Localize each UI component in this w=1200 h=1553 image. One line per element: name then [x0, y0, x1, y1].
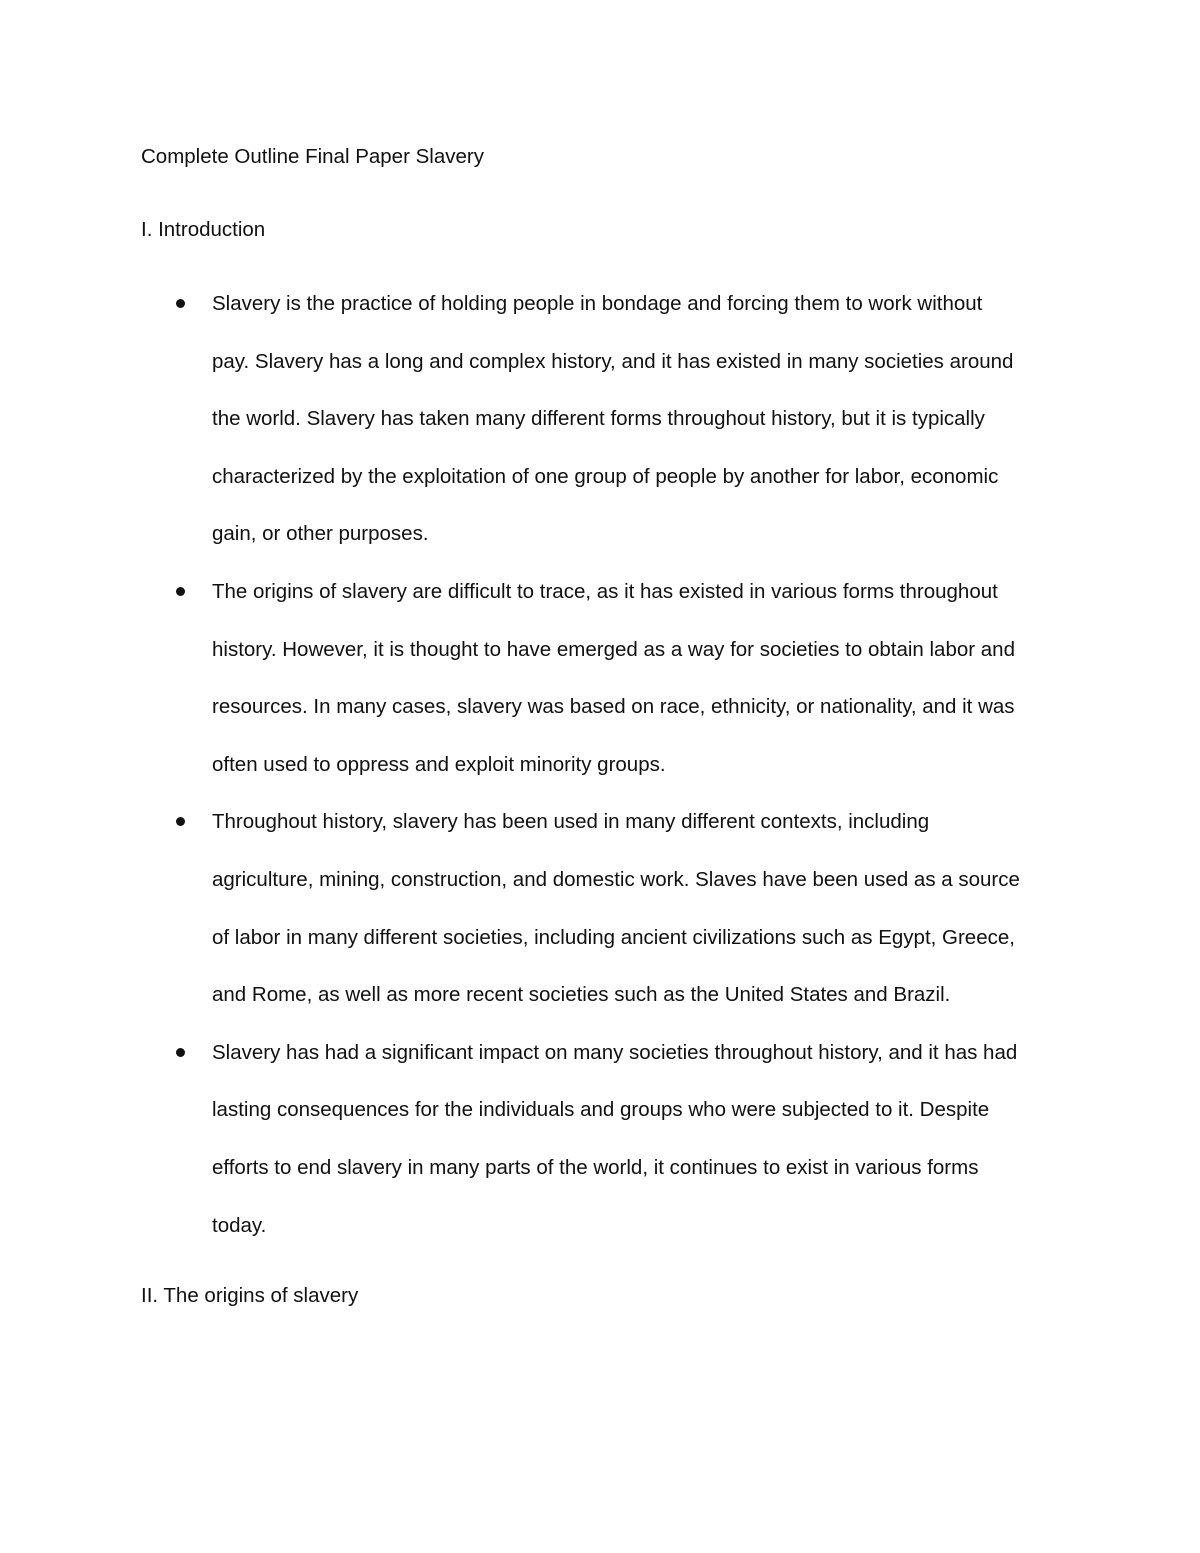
introduction-bullet-list	[0, 288, 1200, 1267]
text-line: pay. Slavery has a long and complex history, and it has existed in many societies around	[212, 349, 1014, 373]
list-item	[0, 576, 1200, 806]
text-line: the world. Slavery has taken many different forms throughout history, but it is typically	[212, 407, 985, 431]
bullet-icon	[176, 1048, 185, 1057]
list-item	[0, 1037, 1200, 1267]
text-line: and Rome, as well as more recent societies such as the United States and Brazil.	[212, 983, 951, 1007]
section-heading-origins: II. The origins of slavery	[141, 1284, 359, 1307]
text-line: agriculture, mining, construction, and domestic work. Slaves have been used as a source	[212, 867, 1020, 891]
section-heading-introduction: I. Introduction	[141, 218, 266, 241]
bullet-paragraph	[212, 1037, 1072, 1267]
text-line: characterized by the exploitation of one group of people by another for labor, economic	[212, 464, 999, 488]
text-line: The origins of slavery are difficult to trace, as it has existed in various forms throughout	[212, 579, 998, 603]
text-line: gain, or other purposes.	[212, 522, 429, 546]
document-title: Complete Outline Final Paper Slavery	[141, 145, 484, 168]
bullet-paragraph	[212, 806, 1072, 1036]
text-line: history. However, it is thought to have emerged as a way for societies to obtain labor and	[212, 637, 1015, 661]
text-line: lasting consequences for the individuals and groups who were subjected to it. Despite	[212, 1098, 990, 1122]
text-line: Slavery has had a significant impact on many societies throughout history, and it has had	[212, 1040, 1018, 1064]
bullet-icon	[176, 587, 185, 596]
text-line: efforts to end slavery in many parts of the world, it continues to exist in various forms	[212, 1155, 979, 1179]
text-line: resources. In many cases, slavery was based on race, ethnicity, or nationality, and it was	[212, 695, 1015, 719]
text-line: Slavery is the practice of holding people in bondage and forcing them to work without	[212, 292, 983, 315]
list-item	[0, 806, 1200, 1036]
list-item	[0, 288, 1200, 576]
text-line: of labor in many different societies, including ancient civilizations such as Egypt, Greece,	[212, 925, 1015, 949]
bullet-paragraph	[212, 576, 1072, 806]
bullet-icon	[176, 817, 185, 826]
text-line: Throughout history, slavery has been used in many different contexts, including	[212, 810, 930, 834]
text-line: often used to oppress and exploit minority groups.	[212, 752, 666, 776]
text-line: today.	[212, 1213, 267, 1237]
bullet-icon	[176, 299, 185, 308]
bullet-paragraph	[212, 288, 1072, 576]
